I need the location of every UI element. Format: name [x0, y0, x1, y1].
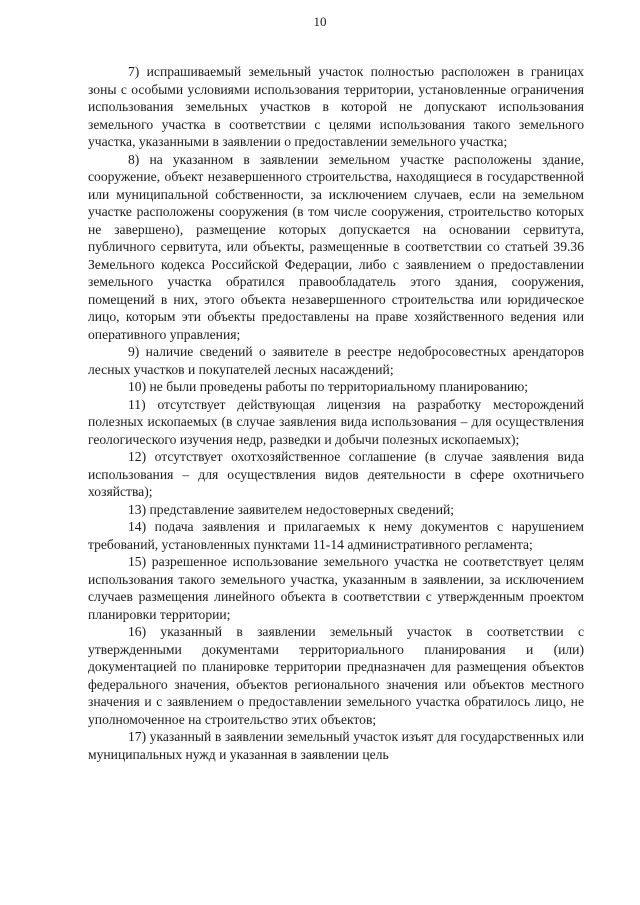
paragraph-item-7: 7) испрашиваемый земельный участок полностью расположен в границах зоны с особыми условиями использования территории, установленные ограничения использования земельных участков в которой не допускают использования земельного участка в соответствии с целями использования такого земельного участка, указанными в заявлении о предоставлении земельного участка;	[88, 64, 584, 149]
paragraph-item-8: 8) на указанном в заявлении земельном участке расположены здание, сооружение, объект незавершенного строительства, находящиеся в государственной или муниципальной собственности, за исключением случаев, если на земельном участке расположены сооружения (в том числе сооружения, строительство которых не завершено), размещение которых допускается на основании сервитута, публичного сервитута, или объекты, размещенные в соответствии со статьей 39.36 Земельного кодекса Российской Федерации, либо с заявлением о предоставлении земельного участка обратился правообладатель этого здания, сооружения, помещений в них, этого объекта незавершенного строительства или юридическое лицо, которым эти объекты предоставлены на праве хозяйственного ведения или оперативного управления;	[88, 151, 584, 342]
paragraph-item-15: 15) разрешенное использование земельного участка не соответствует целям использования такого земельного участка, указанным в заявлении, за исключением случаев размещения линейного объекта в соответствии с утвержденным проектом планировки территории;	[88, 554, 584, 622]
paragraph-item-17: 17) указанный в заявлении земельный участок изъят для государственных или муниципальных нужд и указанная в заявлении цель	[88, 729, 584, 762]
paragraph-item-9: 9) наличие сведений о заявителе в реестре недобросовестных арендаторов лесных участков и покупателей лесных насаждений;	[88, 344, 584, 377]
page-number: 10	[313, 14, 327, 29]
paragraph-item-16: 16) указанный в заявлении земельный участок в соответствии с утвержденными документами территориального планирования и (или) документацией по планировке территории предназначен для размещения объектов федерального значения, объектов регионального значения или объектов местного значения и с заявлением о предоставлении земельного участка обратилось лицо, не уполномоченное на строительство этих объектов;	[88, 624, 584, 727]
paragraph-item-10: 10) не были проведены работы по территориальному планированию;	[128, 379, 529, 394]
paragraph-item-14: 14) подача заявления и прилагаемых к нему документов с нарушением требований, установленных пунктами 11-14 административного регламента;	[88, 519, 584, 552]
document-body	[88, 63, 584, 763]
paragraph-item-11: 11) отсутствует действующая лицензия на разработку месторождений полезных ископаемых (в случае заявления вида использования – для осуществления геологического изучения недр, разведки и добычи полезных ископаемых);	[88, 396, 584, 447]
paragraph-item-13: 13) представление заявителем недостоверных сведений;	[128, 501, 455, 517]
paragraph-item-12: 12) отсутствует охотхозяйственное соглашение (в случае заявления вида использования – для осуществления видов деятельности в сфере охотничьего хозяйства);	[88, 449, 584, 499]
